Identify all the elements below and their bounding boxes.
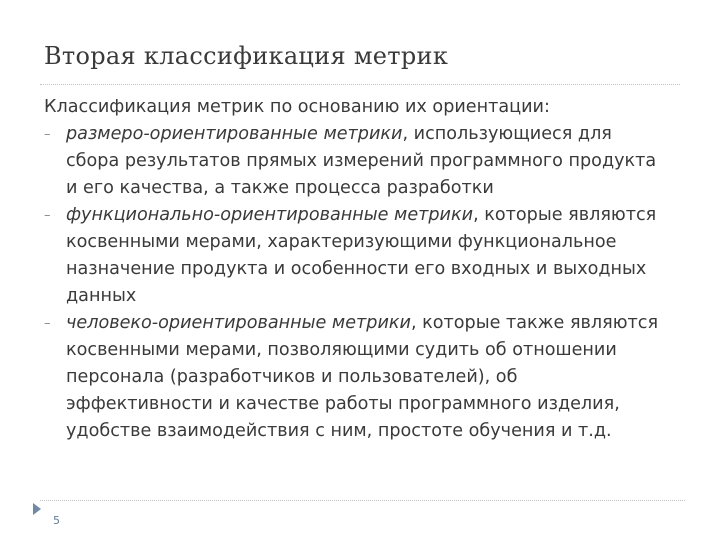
bullet-term: размеро-ориентированные метрики bbox=[66, 124, 403, 144]
title-divider bbox=[40, 84, 680, 85]
bullet-item-function bbox=[44, 202, 666, 310]
bullet-list bbox=[44, 121, 684, 445]
arrow-right-icon bbox=[33, 503, 41, 515]
slide-title: Вторая классификация метрик bbox=[44, 42, 449, 70]
footer-divider bbox=[40, 500, 685, 501]
bullet-term: функционально-ориентированные метрики bbox=[66, 205, 474, 225]
bullet-text: , которые являются косвенными мерами, характеризующими функциональное назначение продукта и особенности его входных и выходных данных bbox=[66, 205, 657, 306]
page-number: 5 bbox=[53, 514, 60, 527]
bullet-text: , которые также являются косвенными мерами, позволяющими судить об отношении персонала (разработчиков и пользователей), об эффективности и качестве работы программного изделия, удобстве взаимодействия с ним, простоте обучения и т.д. bbox=[66, 313, 659, 441]
intro-text: Классификация метрик по основанию их ориентации: bbox=[44, 97, 550, 117]
bullet-item-size bbox=[44, 121, 666, 202]
bullet-item-human bbox=[44, 310, 666, 445]
dash-icon: – bbox=[44, 127, 51, 142]
dash-icon: – bbox=[44, 316, 51, 331]
dash-icon: – bbox=[44, 208, 51, 223]
bullet-text: , использующиеся для сбора результатов прямых измерений программного продукта и его качества, а также процесса разработки bbox=[66, 124, 657, 198]
bullet-term: человеко-ориентированные метрики bbox=[66, 313, 411, 333]
slide-content bbox=[44, 94, 684, 445]
